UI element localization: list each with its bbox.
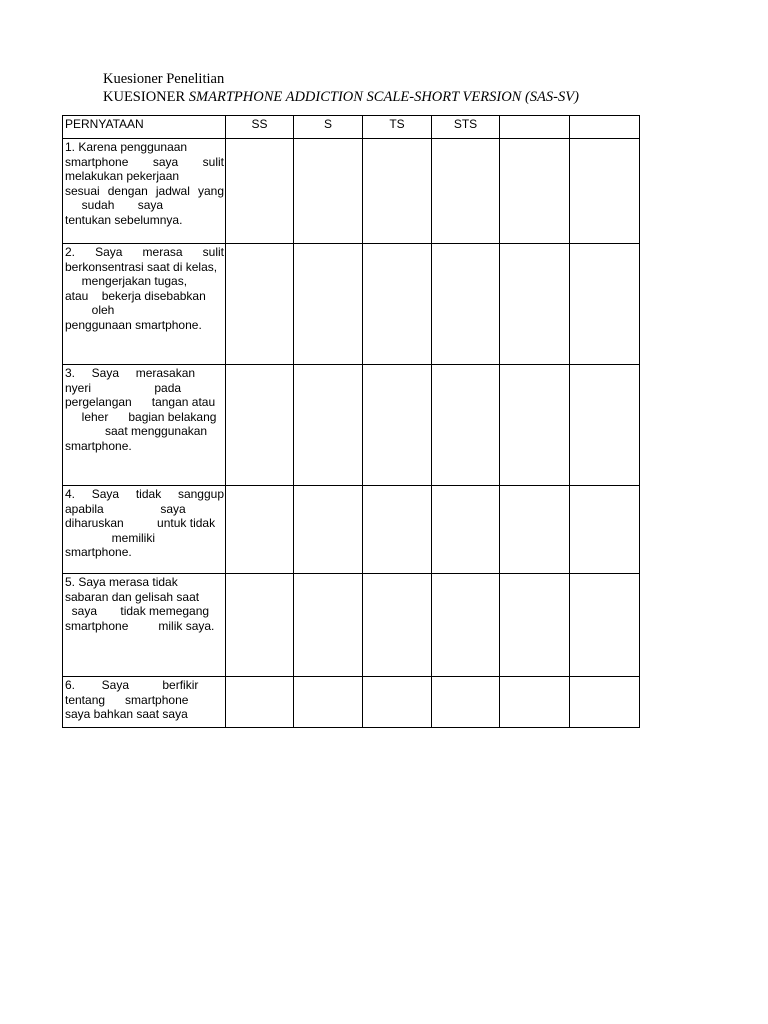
answer-extra-1-cell[interactable] — [500, 139, 570, 244]
document-subtitle: Kuesioner Penelitian — [103, 71, 225, 87]
statement-line: saat menggunakan — [65, 424, 208, 438]
table-row — [63, 365, 640, 486]
header-row — [63, 116, 640, 139]
table-row — [63, 677, 640, 728]
answer-s-cell[interactable] — [294, 139, 363, 244]
header-ts: TS — [363, 116, 432, 139]
statement-line: smartphone milik saya. — [65, 618, 215, 633]
statement-line: melakukan pekerjaan — [65, 169, 180, 183]
statement-cell — [63, 244, 226, 365]
answer-sts-cell[interactable] — [432, 365, 500, 486]
answer-extra-1-cell[interactable] — [500, 486, 570, 574]
statement-line: saya tidak memegang — [65, 604, 210, 618]
statement-line: memiliki — [65, 530, 156, 545]
answer-s-cell[interactable] — [294, 677, 363, 728]
statement-line: atau bekerja disebabkan — [65, 288, 206, 303]
answer-sts-cell[interactable] — [432, 677, 500, 728]
document-title — [103, 89, 579, 107]
statement-line: oleh — [65, 303, 115, 317]
table-row — [63, 486, 640, 574]
statement-line: penggunaan smartphone. — [65, 317, 202, 332]
questionnaire-body — [63, 139, 640, 728]
statement-line: 6. Saya berfikir — [65, 678, 199, 692]
answer-extra-2-cell[interactable] — [570, 677, 640, 728]
header-s: S — [294, 116, 363, 139]
answer-extra-2-cell[interactable] — [570, 244, 640, 365]
answer-s-cell[interactable] — [294, 365, 363, 486]
statement-line: tentukan sebelumnya. — [65, 212, 183, 227]
statement-line: nyeri pada — [65, 380, 182, 395]
document-title-italic: SMARTPHONE ADDICTION SCALE-SHORT VERSION (SAS-SV) — [188, 88, 579, 105]
header-sts: STS — [432, 116, 500, 139]
answer-sts-cell[interactable] — [432, 244, 500, 365]
statement-line: 3. Saya merasakan — [65, 366, 196, 380]
answer-ts-cell[interactable] — [363, 244, 432, 365]
answer-ss-cell[interactable] — [226, 365, 294, 486]
answer-ts-cell[interactable] — [363, 365, 432, 486]
statement-line: smartphone saya sulit — [65, 154, 224, 169]
answer-extra-1-cell[interactable] — [500, 365, 570, 486]
statement-line: apabila saya — [65, 501, 186, 516]
statement-cell — [63, 574, 226, 677]
questionnaire-table — [62, 115, 640, 728]
answer-extra-1-cell[interactable] — [500, 244, 570, 365]
answer-extra-1-cell[interactable] — [500, 574, 570, 677]
statement-line: tentang smartphone — [65, 692, 189, 707]
answer-s-cell[interactable] — [294, 244, 363, 365]
statement-line: smartphone. — [65, 545, 132, 559]
statement-cell — [63, 486, 226, 574]
statement-line: smartphone. — [65, 438, 132, 453]
answer-ss-cell[interactable] — [226, 486, 294, 574]
answer-sts-cell[interactable] — [432, 486, 500, 574]
answer-ss-cell[interactable] — [226, 677, 294, 728]
statement-line: pergelangan tangan atau — [65, 395, 216, 409]
statement-line: berkonsentrasi saat di kelas, — [65, 259, 218, 274]
statement-cell — [63, 677, 226, 728]
statement-line: sesuai dengan jadwal yang — [65, 183, 224, 198]
statement-line: 5. Saya merasa tidak — [65, 575, 178, 589]
answer-ss-cell[interactable] — [226, 574, 294, 677]
answer-extra-2-cell[interactable] — [570, 139, 640, 244]
table-row — [63, 139, 640, 244]
answer-s-cell[interactable] — [294, 486, 363, 574]
answer-extra-1-cell[interactable] — [500, 677, 570, 728]
answer-ss-cell[interactable] — [226, 139, 294, 244]
statement-line: saya bahkan saat saya — [65, 707, 188, 721]
answer-extra-2-cell[interactable] — [570, 574, 640, 677]
document-heading — [103, 71, 579, 106]
statement-line: leher bagian belakang — [65, 409, 217, 424]
statement-line: 2. Saya merasa sulit — [65, 245, 224, 259]
statement-line: 1. Karena penggunaan — [65, 140, 188, 154]
answer-ts-cell[interactable] — [363, 486, 432, 574]
statement-line: sudah saya — [65, 198, 164, 212]
statement-cell — [63, 365, 226, 486]
statement-line: sabaran dan gelisah saat — [65, 589, 200, 604]
answer-sts-cell[interactable] — [432, 139, 500, 244]
answer-s-cell[interactable] — [294, 574, 363, 677]
header-pernyataan: PERNYATAAN — [63, 116, 226, 139]
document-title-prefix: KUESIONER — [103, 88, 189, 105]
answer-ts-cell[interactable] — [363, 677, 432, 728]
answer-ss-cell[interactable] — [226, 244, 294, 365]
answer-sts-cell[interactable] — [432, 574, 500, 677]
statement-line: diharuskan untuk tidak — [65, 516, 216, 530]
table-row — [63, 574, 640, 677]
statement-line: mengerjakan tugas, — [65, 274, 188, 288]
answer-ts-cell[interactable] — [363, 574, 432, 677]
statement-cell — [63, 139, 226, 244]
header-extra-1 — [500, 116, 570, 139]
answer-ts-cell[interactable] — [363, 139, 432, 244]
answer-extra-2-cell[interactable] — [570, 486, 640, 574]
answer-extra-2-cell[interactable] — [570, 365, 640, 486]
header-ss: SS — [226, 116, 294, 139]
table-row — [63, 244, 640, 365]
statement-line: 4. Saya tidak sanggup — [65, 487, 224, 501]
header-extra-2 — [570, 116, 640, 139]
